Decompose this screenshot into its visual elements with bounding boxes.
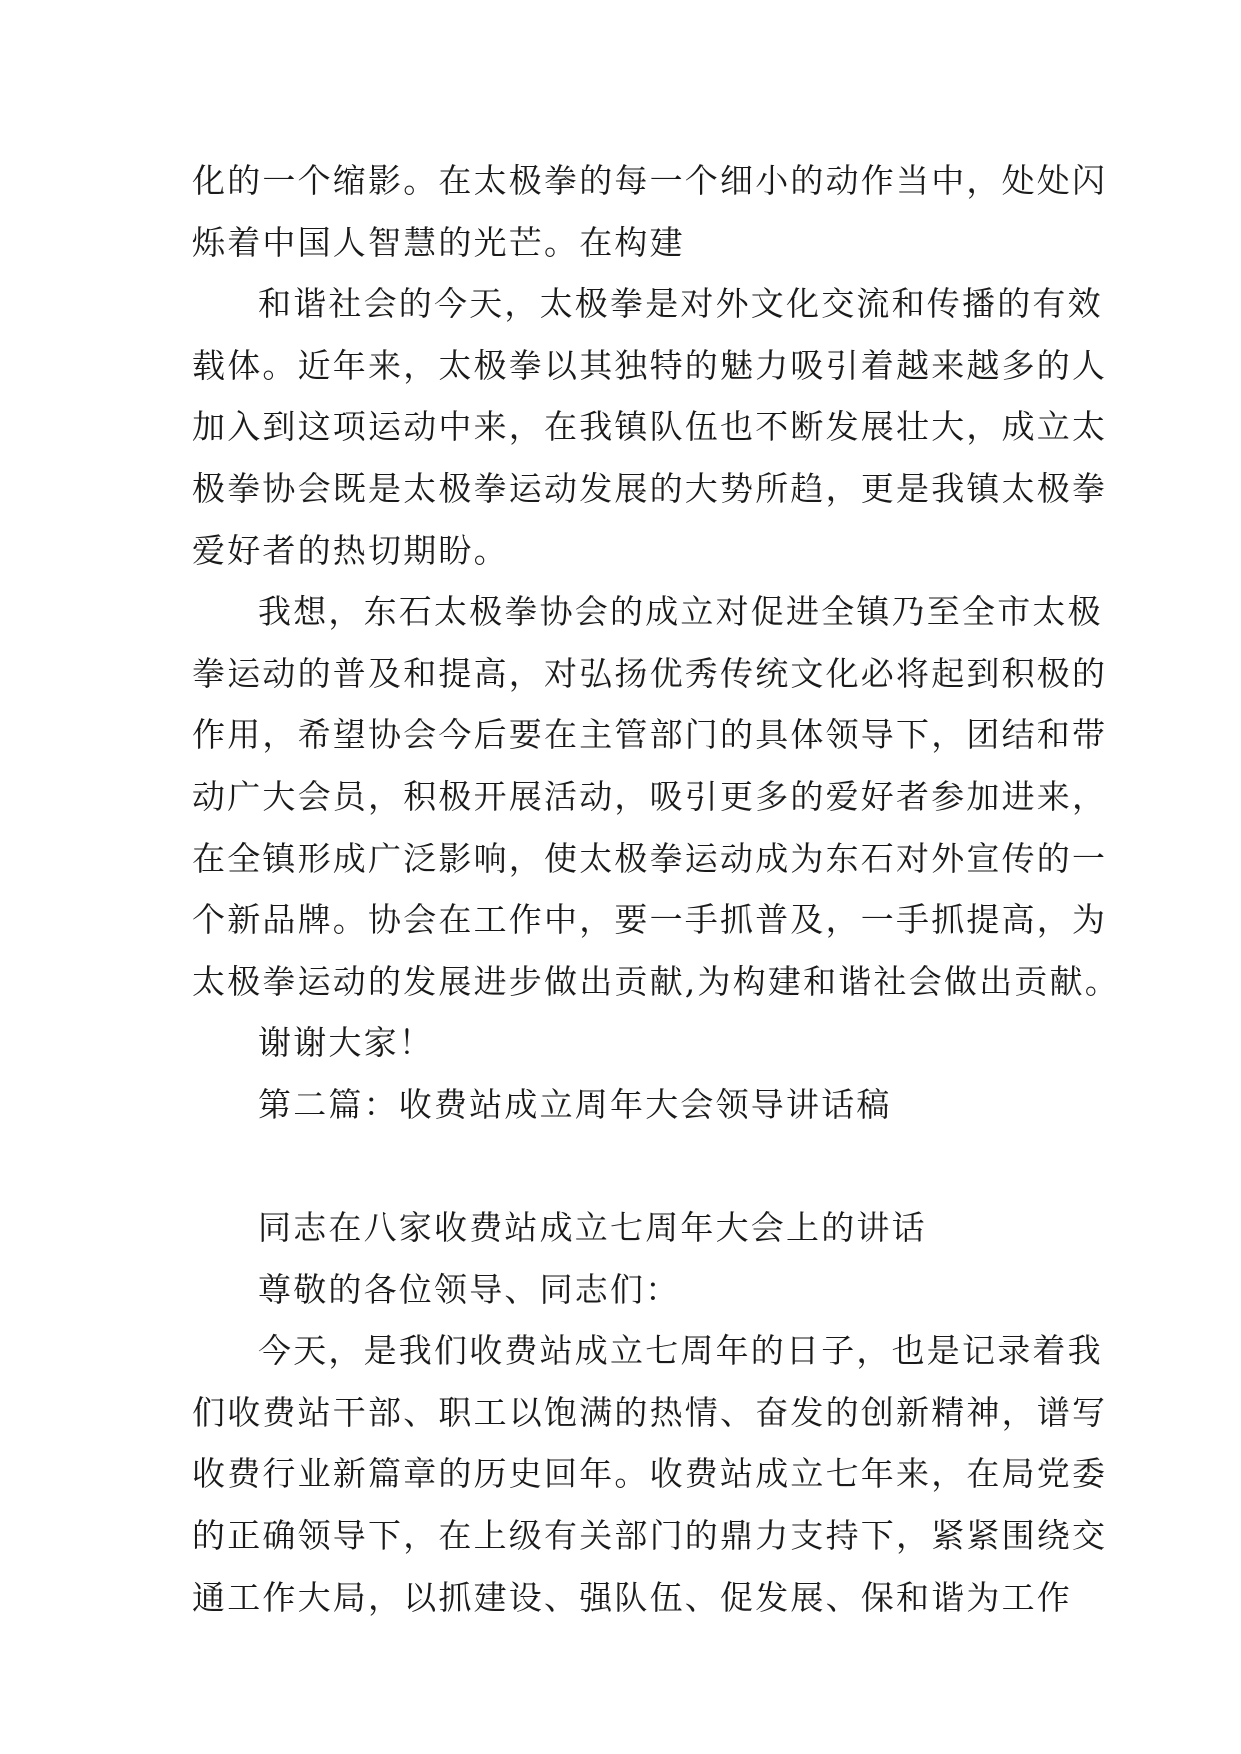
salutation-line: 尊敬的各位领导、同志们： (258, 1269, 681, 1309)
text-line: 加入到这项运动中来，在我镇队伍也不断发展壮大，成立太 (192, 407, 1108, 447)
text-line: 太极拳运动的发展进步做出贡献,为构建和谐社会做出贡献。 (192, 961, 1120, 1001)
section-heading: 第二篇：收费站成立周年大会领导讲话稿 (258, 1084, 892, 1124)
text-line: 在全镇形成广泛影响，使太极拳运动成为东石对外宣传的一 (192, 838, 1108, 878)
text-line: 的正确领导下，在上级有关部门的鼎力支持下，紧紧围绕交 (192, 1516, 1108, 1556)
text-line: 们收费站干部、职工以饱满的热情、奋发的创新精神，谱写 (192, 1392, 1108, 1432)
text-line: 个新品牌。协会在工作中，要一手抓普及，一手抓提高，为 (192, 900, 1108, 940)
paragraph-start-line: 我想，东石太极拳协会的成立对促进全镇乃至全市太极 (258, 592, 1103, 632)
document-page (192, 150, 1120, 1628)
text-line: 动广大会员，积极开展活动，吸引更多的爱好者参加进来， (192, 776, 1108, 816)
speech-title: 同志在八家收费站成立七周年大会上的讲话 (258, 1208, 927, 1248)
text-line: 烁着中国人智慧的光芒。在构建 (192, 222, 685, 262)
paragraph-start-line: 今天，是我们收费站成立七周年的日子，也是记录着我 (258, 1331, 1103, 1371)
text-line: 收费行业新篇章的历史回年。收费站成立七年来，在局党委 (192, 1454, 1108, 1494)
text-line: 爱好者的热切期盼。 (192, 530, 509, 570)
text-line: 通工作大局，以抓建设、强队伍、促发展、保和谐为工作 (192, 1577, 1072, 1617)
text-line: 载体。近年来，太极拳以其独特的魅力吸引着越来越多的人 (192, 345, 1108, 385)
text-line: 拳运动的普及和提高，对弘扬优秀传统文化必将起到积极的 (192, 653, 1108, 693)
text-line: 作用，希望协会今后要在主管部门的具体领导下，团结和带 (192, 715, 1108, 755)
closing-line: 谢谢大家！ (258, 1023, 434, 1063)
paragraph-start-line: 和谐社会的今天，太极拳是对外文化交流和传播的有效 (258, 284, 1103, 324)
text-line: 极拳协会既是太极拳运动发展的大势所趋，更是我镇太极拳 (192, 468, 1108, 508)
blank-line (192, 1136, 1072, 1198)
text-line: 化的一个缩影。在太极拳的每一个细小的动作当中，处处闪 (192, 161, 1108, 200)
